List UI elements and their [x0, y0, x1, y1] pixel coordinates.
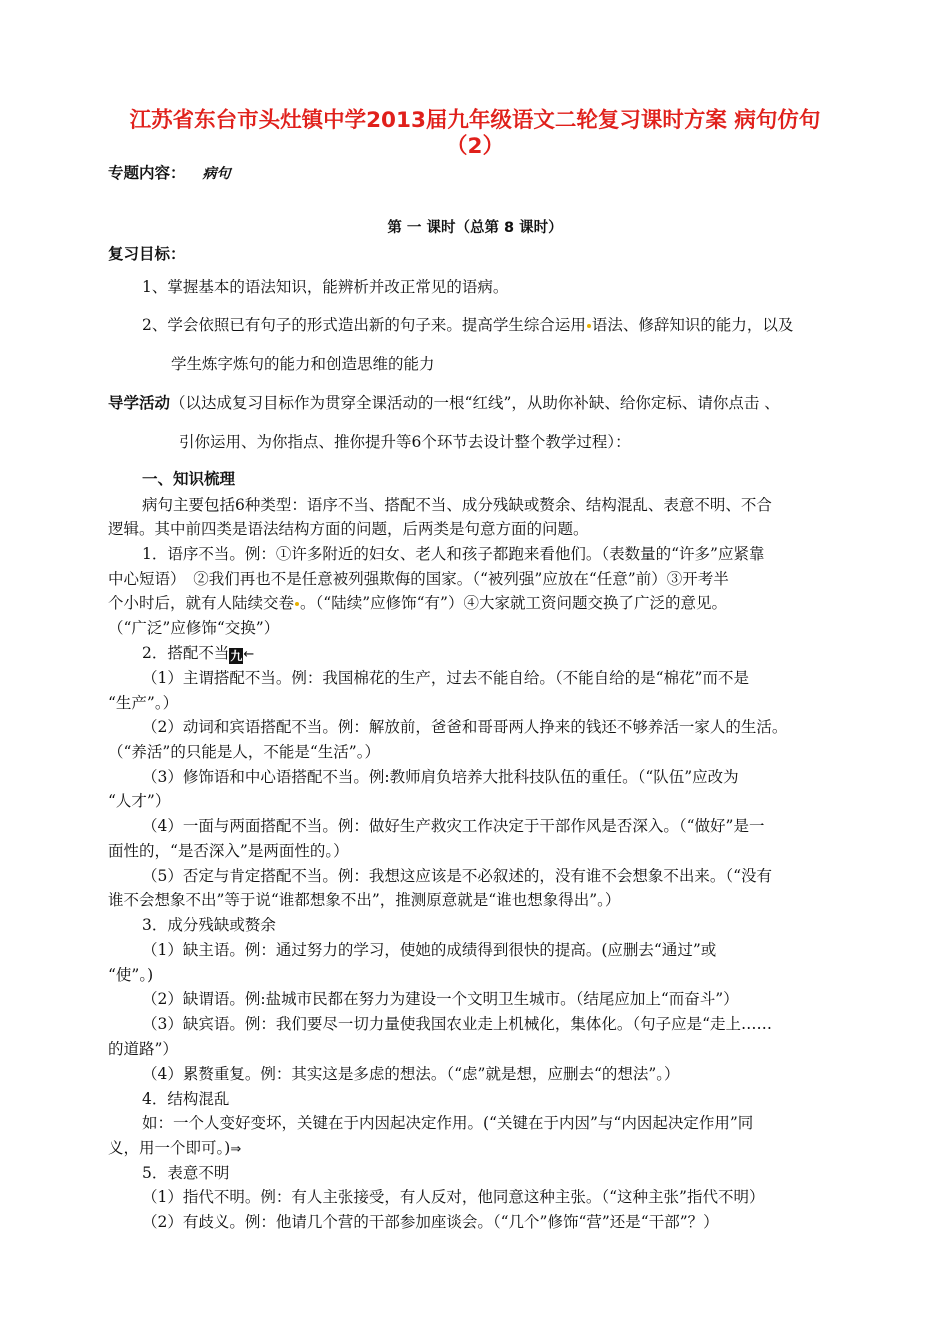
- type-2-item-1-line-2: “生产”。）: [108, 694, 179, 712]
- type-3-item-4: （4）累赘重复。例：其实这是多虑的想法。（“虑”就是想，应删去“的想法”。）: [142, 1065, 680, 1083]
- right-arrow-icon: ⇒: [230, 1142, 242, 1157]
- goal-item-2-part-b: 语法、修辞知识的能力，以及: [591, 316, 794, 334]
- guide-row: [108, 392, 780, 414]
- type-1-line-2: 中心短语） ②我们再也不是任意被列强欺侮的国家。（“被列强”应放在“任意”前）③开考半: [108, 570, 729, 588]
- type-5-heading: 5．表意不明: [142, 1164, 230, 1182]
- type-5-item-1: （1）指代不明。例：有人主张接受，有人反对，他同意这种主张。（“这种主张”指代不明）: [142, 1188, 765, 1206]
- guide-label: 导学活动: [108, 394, 171, 412]
- type-2-item-2-line-1: （2）动词和宾语搭配不当。例：解放前，爸爸和哥哥两人挣来的钱还不够养活一家人的生活。: [142, 718, 788, 736]
- topic-row: [108, 162, 230, 185]
- type-5-item-2: （2）有歧义。例：他请几个营的干部参加座谈会。（“几个”修饰“营”还是“干部”？）: [142, 1213, 719, 1231]
- type-3-item-3-line-1: （3）缺宾语。例：我们要尽一切力量使我国农业走上机械化，集体化。（句子应是“走上……: [142, 1015, 773, 1033]
- intro-line-2: 逻辑。其中前四类是语法结构方面的问题，后两类是句意方面的问题。: [108, 520, 589, 538]
- type-2-item-3-line-2: “人才”）: [108, 792, 171, 810]
- type-2-item-1-line-1: （1）主谓搭配不当。例：我国棉花的生产，过去不能自给。（不能自给的是“棉花”而不是: [142, 669, 749, 687]
- type-2-item-4-line-1: （4）一面与两面搭配不当。例：做好生产救灾工作决定于干部作风是否深入。（“做好”是一: [142, 817, 765, 835]
- type-3-item-3-line-2: 的道路”）: [108, 1040, 178, 1058]
- type-1-line-4: （“广泛”应修饰“交换”）: [108, 619, 280, 637]
- intro-line-1: 病句主要包括6种类型：语序不当、搭配不当、成分残缺或赘余、结构混乱、表意不明、不合: [142, 496, 772, 514]
- type-2-heading: [142, 642, 254, 666]
- guide-text-continuation: 引你运用、为你指点、推你提升等6个环节去设计整个教学过程）：: [179, 433, 631, 451]
- type-4-example-line-2: [108, 1137, 241, 1161]
- topic-value: 病句: [202, 166, 231, 182]
- type-3-item-1-line-2: “使”。): [108, 966, 154, 984]
- document-title-line-2: （2）: [446, 134, 504, 159]
- inline-glyph-mark: 九: [230, 649, 243, 663]
- goals-label: 复习目标：: [108, 245, 186, 263]
- left-arrow-icon: ←: [243, 647, 255, 662]
- type-2-item-2-line-2: （“养活”的只能是人，不能是“生活”。）: [108, 743, 380, 761]
- goal-item-2-continuation: 学生炼字炼句的能力和创造思维的能力: [171, 355, 435, 373]
- type-3-item-2: （2）缺谓语。例:盐城市民都在努力为建设一个文明卫生城市。（结尾应加上“而奋斗”）: [142, 990, 739, 1008]
- type-1-line-3-part-b: 。（“陆续”应修饰“有”）④大家就工资问题交换了广泛的意见。: [300, 594, 727, 612]
- goal-item-2: [142, 314, 793, 336]
- highlight-dot: [295, 602, 299, 606]
- type-4-example-line-1: 如：一个人变好变坏，关键在于内因起决定作用。(“关键在于内因”与“内因起决定作用”同: [142, 1114, 754, 1132]
- type-1-line-3: [108, 592, 727, 614]
- guide-text: （以达成复习目标作为贯穿全课活动的一根“红线”，从助你补缺、给你定标、请你点击 、: [170, 394, 780, 412]
- type-1-line-3-part-a: 个小时后，就有人陆续交卷: [108, 594, 295, 612]
- goal-item-1: 1、掌握基本的语法知识，能辨析并改正常见的语病。: [142, 278, 509, 296]
- type-3-item-1-line-1: （1）缺主语。例：通过努力的学习，使她的成绩得到很快的提高。(应删去“通过”或: [142, 941, 717, 959]
- type-2-item-4-line-2: 面性的，“是否深入”是两面性的。）: [108, 842, 349, 860]
- type-4-example-line-2-text: 义，用一个即可。): [108, 1139, 231, 1157]
- type-2-heading-text: 2．搭配不当: [142, 644, 230, 662]
- goal-item-2-part-a: 2、学会依照已有句子的形式造出新的句子来。提高学生综合运用: [142, 316, 586, 334]
- type-4-heading: 4．结构混乱: [142, 1090, 230, 1108]
- type-3-heading: 3．成分残缺或赘余: [142, 916, 276, 934]
- type-2-item-3-line-1: （3）修饰语和中心语搭配不当。例:教师肩负培养大批科技队伍的重任。（“队伍”应改为: [142, 768, 739, 786]
- topic-label: 专题内容：: [108, 164, 186, 182]
- lesson-heading: 第 一 课时（总第 8 课时）: [387, 220, 563, 236]
- highlight-dot: [587, 324, 591, 328]
- document-title-line-1: 江苏省东台市头灶镇中学2013届九年级语文二轮复习课时方案 病句仿句: [129, 108, 821, 133]
- type-1-line-1: 1．语序不当。例：①许多附近的妇女、老人和孩子都跑来看他们。（表数量的“许多”应紧靠: [142, 545, 765, 563]
- type-2-item-5-line-1: （5）否定与肯定搭配不当。例：我想这应该是不必叙述的，没有谁不会想象不出来。（“没有: [142, 867, 773, 885]
- type-2-item-5-line-2: 谁不会想象不出”等于说“谁都想象不出”，推测原意就是“谁也想象得出”。）: [108, 891, 621, 909]
- section-heading-knowledge: 一、知识梳理: [142, 470, 236, 488]
